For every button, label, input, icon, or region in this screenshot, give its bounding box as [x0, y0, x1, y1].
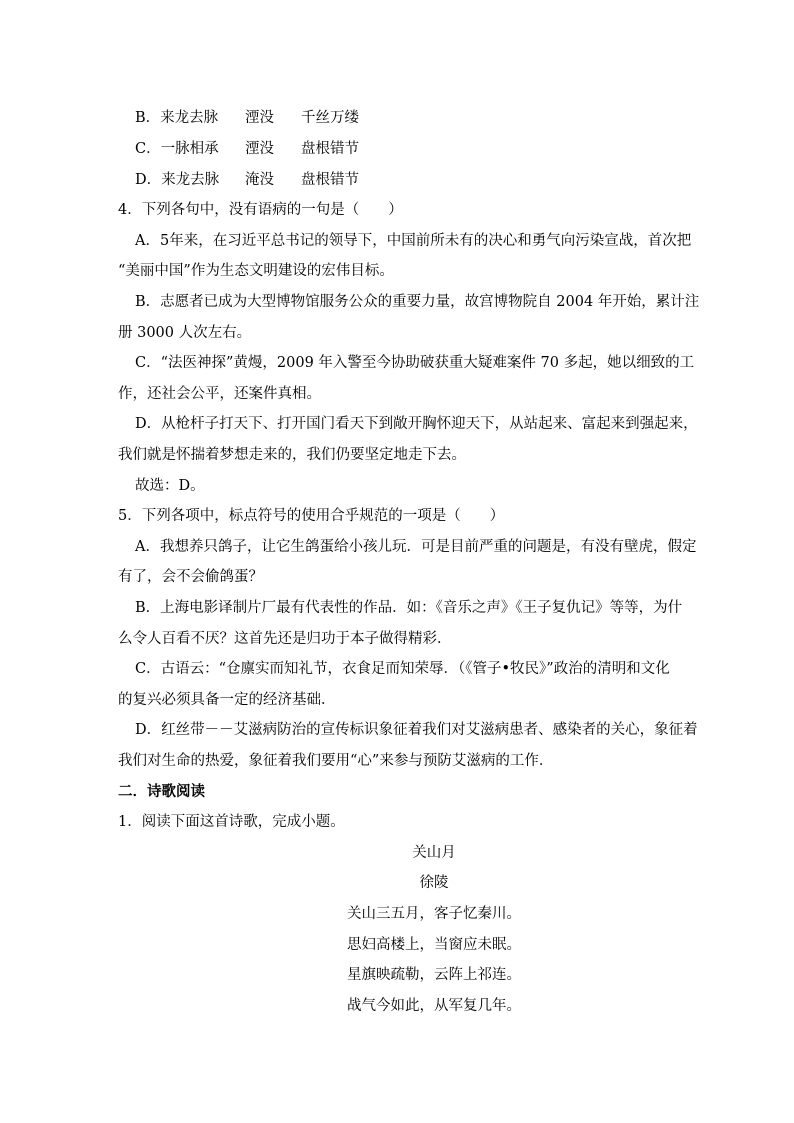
q3-option-b-word2: 千丝万缕: [301, 110, 359, 126]
q3-option-c-word2: 盘根错节: [301, 141, 359, 157]
q4-option-c-line2: 作，还社会公平，还案件真相。: [118, 386, 321, 402]
q4-option-a-line1: A．5年来，在习近平总书记的领导下，中国前所未有的决心和勇气向污染宣战，首次把: [135, 233, 692, 249]
q3-option-d-word1: 淹没: [245, 172, 274, 188]
q5-option-c-line1: C．古语云：“仓廪实而知礼节，衣食足而知荣辱．（《管子•牧民》”政治的清明和文化: [135, 661, 670, 677]
poem-line-2: 思妇高楼上，当窗应未眠。: [347, 937, 521, 953]
q5-option-a-line1: A．我想养只鸽子，让它生鸽蛋给小孩儿玩．可是目前严重的问题是，有没有壁虎，假定: [135, 539, 697, 555]
q5-option-b-line1: B．上海电影译制片厂最有代表性的作品．如：《音乐之声》《王子复仇记》等等，为什: [135, 600, 683, 616]
poem-line-3: 星旗映疏勒，云阵上祁连。: [347, 967, 521, 983]
q4-option-b-line2: 册 3000 人次左右。: [118, 325, 252, 341]
q4-answer: 故选：D。: [135, 478, 205, 494]
q4-option-c-line1: C．“法医神探”黄熳，2009 年入警至今协助破获重大疑难案件 70 多起，她以细致的工: [135, 355, 695, 371]
poem-question-stem: 1．阅读下面这首诗歌，完成小题。: [118, 814, 345, 830]
q5-option-b-line2: 么令人百看不厌？这首先还是归功于本子做得精彩．: [118, 631, 452, 647]
q3-option-c: [135, 139, 359, 159]
q3-option-d-word2: 盘根错节: [301, 172, 359, 188]
q3-option-c-word1: 湮没: [245, 141, 274, 157]
q4-option-a-line2: “美丽中国”作为生态文明建设的宏伟目标。: [118, 263, 394, 279]
poem-line-1: 关山三五月，客子忆秦川。: [347, 906, 521, 922]
q5-option-c-line2: 的复兴必须具备一定的经济基础．: [118, 692, 336, 708]
poem-author: 徐陵: [419, 875, 449, 891]
q5-option-a-line2: 有了，会不会偷鸽蛋？: [118, 569, 263, 585]
q4-option-b-line1: B．志愿者已成为大型博物馆服务公众的重要力量，故宫博物院自 2004 年开始，累计注: [135, 294, 700, 310]
section-heading: 二．诗歌阅读: [118, 783, 205, 800]
q3-option-b-label: B．来龙去脉: [135, 110, 219, 126]
poem-line-4: 战气今如此，从军复几年。: [347, 998, 521, 1014]
q5-option-d-line2: 我们对生命的热爱，象征着我们要用“心”来参与预防艾滋病的工作．: [118, 753, 554, 769]
q3-option-b-word1: 湮没: [245, 110, 274, 126]
q4-option-d-line1: D．从枪杆子打天下、打开国门看天下到敞开胸怀迎天下，从站起来、富起来到强起来，: [135, 416, 698, 432]
q4-option-d-line2: 我们就是怀揣着梦想走来的，我们仍要坚定地走下去。: [118, 447, 466, 463]
q5-option-d-line1: D．红丝带－－艾滋病防治的宣传标识象征着我们对艾滋病患者、感染者的关心，象征着: [135, 722, 698, 738]
q5-stem: 5．下列各项中，标点符号的使用合乎规范的一项是（ ）: [118, 508, 505, 524]
q3-option-c-label: C．一脉相承: [135, 141, 219, 157]
q4-stem: 4．下列各句中，没有语病的一句是（ ）: [118, 202, 403, 218]
q3-option-d-label: D．来龙去脉: [135, 172, 220, 188]
q3-option-b: [135, 108, 359, 128]
q3-option-d: [135, 170, 359, 190]
poem-title: 关山月: [412, 845, 456, 861]
